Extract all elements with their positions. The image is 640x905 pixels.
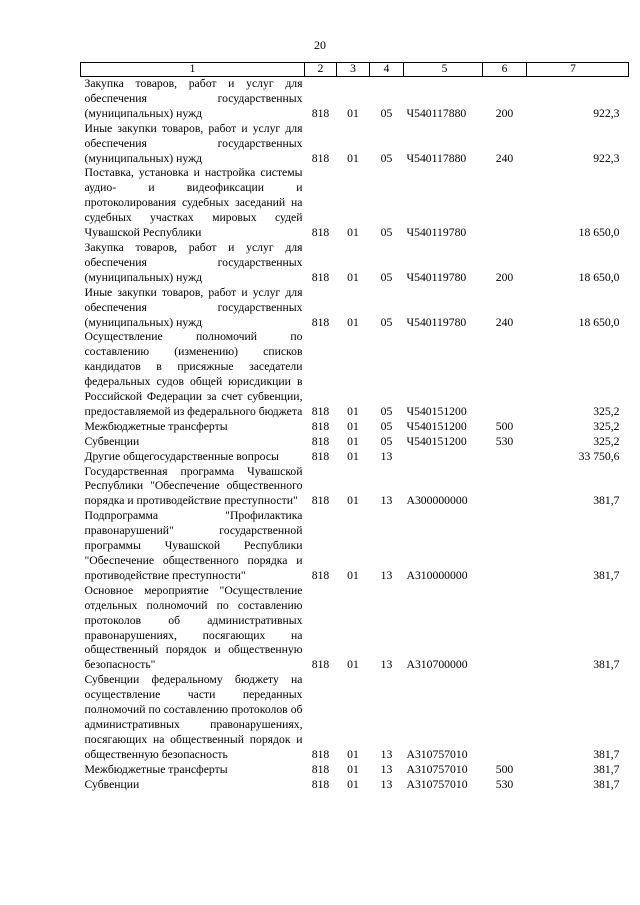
column-header-3: 3 [337,63,370,77]
amount-cell: 381,7 [593,568,620,582]
expense-type-cell: 240 [495,151,514,165]
table-row [81,286,629,331]
subsection-code-cell: 13 [380,494,393,508]
target-article-cell: Ч540119780 [406,226,467,240]
expense-name-cell: Основное мероприятие "Осуществление отдельных полномочий по составлению протоколов об административных правонарушениях, посягающих на общественный порядок и общественную безопасность" [84,583,303,672]
expense-type-cell [483,584,527,673]
expense-name-cell: Субвенции [84,777,140,791]
target-article-cell: А310000000 [406,568,468,582]
expense-type-cell: 240 [495,315,514,329]
subsection-code-cell: 05 [380,151,393,165]
column-header-1: 1 [81,63,305,77]
target-article-cell: А310757010 [406,747,468,761]
expense-type-cell [483,450,527,465]
amount-cell: 381,7 [593,658,620,672]
expense-name-cell: Осуществление полномочий по составлению (изменению) списков кандидатов в присяжные заседатели федеральных судов общей юрисдикции в Российской Федерации за счет субвенции, предоставляемой из федерального бюджета [84,330,303,418]
column-header-6: 6 [483,63,527,77]
expense-type-cell: 530 [495,434,514,448]
table-row [81,122,629,167]
expense-name-cell: Межбюджетные трансферты [84,419,228,433]
expense-type-cell: 500 [495,762,514,776]
subsection-code-cell: 05 [380,270,393,284]
expense-name-cell: Поставка, установка и настройка системы аудио- и видеофиксации и протоколирования судебных заседаний на судебных участках мировых судей Чувашской Республики [84,166,303,240]
target-article-cell [404,450,483,465]
grbs-code-cell: 818 [311,419,330,433]
target-article-cell: Ч540119780 [406,315,467,329]
expense-type-cell: 500 [495,419,514,433]
grbs-code-cell: 818 [311,106,330,120]
grbs-code-cell: 818 [311,270,330,284]
target-article-cell: А310700000 [406,658,468,672]
amount-cell: 381,7 [593,777,620,791]
amount-cell: 325,2 [593,419,620,433]
expense-type-cell [483,330,527,419]
section-code-cell: 01 [347,270,359,284]
table-row [81,509,629,584]
section-code-cell: 01 [347,658,359,672]
table-body [81,77,629,793]
table-row [81,763,629,778]
expense-name-cell: Другие общегосударственные вопросы [84,449,279,463]
column-header-2: 2 [305,63,337,77]
subsection-code-cell: 13 [380,449,393,463]
table-row [81,166,629,241]
expense-type-cell [483,509,527,584]
column-header-5: 5 [404,63,483,77]
expense-name-cell: Иные закупки товаров, работ и услуг для обеспечения государственных (муниципальных) нужд [84,121,303,165]
table-row [81,435,629,450]
table-row [81,241,629,286]
subsection-code-cell: 05 [380,404,393,418]
section-code-cell: 01 [347,568,359,582]
grbs-code-cell: 818 [311,434,330,448]
column-header-7: 7 [527,63,629,77]
target-article-cell: Ч540151200 [406,419,467,433]
amount-cell: 325,2 [593,404,620,418]
section-code-cell: 01 [347,404,359,418]
grbs-code-cell: 818 [311,449,330,463]
amount-cell: 33 750,6 [578,449,620,463]
subsection-code-cell: 05 [380,419,393,433]
expense-name-cell: Закупка товаров, работ и услуг для обеспечения государственных (муниципальных) нужд [84,240,303,284]
subsection-code-cell: 05 [380,106,393,120]
grbs-code-cell: 818 [311,747,330,761]
target-article-cell: Ч540119780 [406,270,467,284]
expense-name-cell: Межбюджетные трансферты [84,762,228,776]
table-row [81,420,629,435]
subsection-code-cell: 13 [380,777,393,791]
section-code-cell: 01 [347,747,359,761]
expense-type-cell: 200 [495,106,514,120]
subsection-code-cell: 13 [380,762,393,776]
amount-cell: 922,3 [593,106,620,120]
section-code-cell: 01 [347,494,359,508]
expense-name-cell: Субвенции федеральному бюджету на осуществление части переданных полномочий по составлению протоколов об административных правонарушениях, посягающих на общественный порядок и общественную безопасность [84,673,303,761]
table-row [81,673,629,762]
amount-cell: 325,2 [593,434,620,448]
target-article-cell: А310757010 [406,777,468,791]
target-article-cell: Ч540117880 [406,106,467,120]
expense-type-cell [483,673,527,762]
amount-cell: 381,7 [593,494,620,508]
budget-table [80,62,629,793]
section-code-cell: 01 [347,106,359,120]
section-code-cell: 01 [347,419,359,433]
table-row [81,77,629,122]
grbs-code-cell: 818 [311,404,330,418]
subsection-code-cell: 13 [380,658,393,672]
expense-name-cell: Подпрограмма "Профилактика правонарушений" государственной программы Чувашской Республики "Обеспечение общественного порядка и противодействие преступности" [84,509,303,582]
amount-cell: 381,7 [593,762,620,776]
expense-name-cell: Субвенции [84,434,140,448]
page-number: 20 [314,38,326,52]
amount-cell: 18 650,0 [578,226,620,240]
section-code-cell: 01 [347,762,359,776]
expense-type-cell: 530 [495,777,514,791]
header-row [81,63,629,77]
column-header-4: 4 [370,63,404,77]
table-row [81,465,629,510]
target-article-cell: Ч540151200 [406,434,467,448]
section-code-cell: 01 [347,226,359,240]
expense-name-cell: Закупка товаров, работ и услуг для обеспечения государственных (муниципальных) нужд [84,77,303,120]
target-article-cell: Ч540117880 [406,151,467,165]
table-row [81,778,629,793]
target-article-cell: Ч540151200 [406,404,467,418]
subsection-code-cell: 13 [380,568,393,582]
amount-cell: 18 650,0 [578,270,620,284]
grbs-code-cell: 818 [311,658,330,672]
expense-type-cell [483,465,527,510]
target-article-cell: А300000000 [406,494,468,508]
section-code-cell: 01 [347,777,359,791]
target-article-cell: А310757010 [406,762,468,776]
expense-type-cell: 200 [495,270,514,284]
section-code-cell: 01 [347,449,359,463]
amount-cell: 922,3 [593,151,620,165]
table-header [81,63,629,77]
section-code-cell: 01 [347,434,359,448]
expense-name-cell: Государственная программа Чувашской Республики "Обеспечение общественного порядка и противодействие преступности" [84,464,303,508]
grbs-code-cell: 818 [311,315,330,329]
subsection-code-cell: 05 [380,434,393,448]
table-row [81,450,629,465]
subsection-code-cell: 13 [380,747,393,761]
expense-type-cell [483,166,527,241]
expense-name-cell: Иные закупки товаров, работ и услуг для обеспечения государственных (муниципальных) нужд [84,285,303,329]
grbs-code-cell: 818 [311,226,330,240]
grbs-code-cell: 818 [311,777,330,791]
grbs-code-cell: 818 [311,568,330,582]
table-row [81,330,629,419]
section-code-cell: 01 [347,151,359,165]
grbs-code-cell: 818 [311,494,330,508]
grbs-code-cell: 818 [311,762,330,776]
amount-cell: 18 650,0 [578,315,620,329]
subsection-code-cell: 05 [380,315,393,329]
table-row [81,584,629,673]
subsection-code-cell: 05 [380,226,393,240]
amount-cell: 381,7 [593,747,620,761]
section-code-cell: 01 [347,315,359,329]
grbs-code-cell: 818 [311,151,330,165]
